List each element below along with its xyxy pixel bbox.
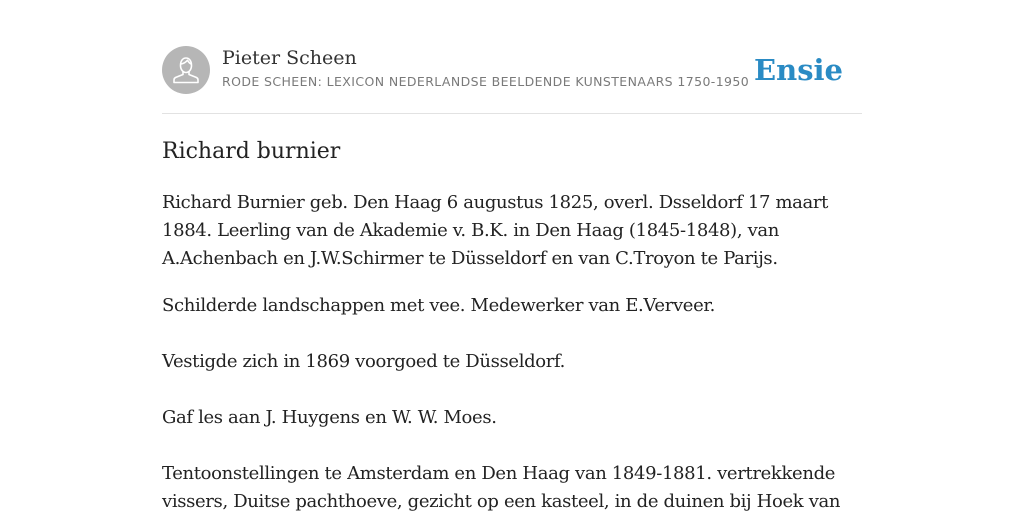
author-name[interactable]: Pieter Scheen bbox=[222, 47, 357, 69]
header-divider bbox=[162, 113, 862, 114]
brand-logo[interactable]: Ensie bbox=[754, 53, 843, 87]
article-body bbox=[162, 136, 862, 512]
article-paragraph: Richard Burnier geb. Den Haag 6 augustus 1825, overl. Dsseldorf 17 maart 1884. Leerling van de Akademie v. B.K. in Den Haag (1845-1848), van A.Achenbach en J.W.Schirmer te Düsseldorf en van C.Troyon te Parijs. bbox=[162, 192, 829, 269]
article-paragraph: Vestigde zich in 1869 voorgoed te Düsseldorf. bbox=[162, 351, 566, 372]
source-title[interactable]: RODE SCHEEN: LEXICON NEDERLANDSE BEELDENDE KUNSTENAARS 1750-1950 bbox=[222, 74, 750, 89]
article-paragraph: Tentoonstellingen te Amsterdam en Den Haag van 1849-1881. vertrekkende vissers, Duitse pachthoeve, gezicht op een kasteel, in de duinen bij Hoek van bbox=[162, 463, 841, 512]
user-silhouette-icon bbox=[162, 46, 210, 94]
article-paragraph: Schilderde landschappen met vee. Medewerker van E.Verveer. bbox=[162, 295, 716, 316]
article-title: Richard burnier bbox=[162, 139, 341, 164]
avatar[interactable] bbox=[162, 46, 210, 94]
article-header bbox=[162, 46, 862, 96]
article-paragraph: Gaf les aan J. Huygens en W. W. Moes. bbox=[162, 407, 497, 428]
